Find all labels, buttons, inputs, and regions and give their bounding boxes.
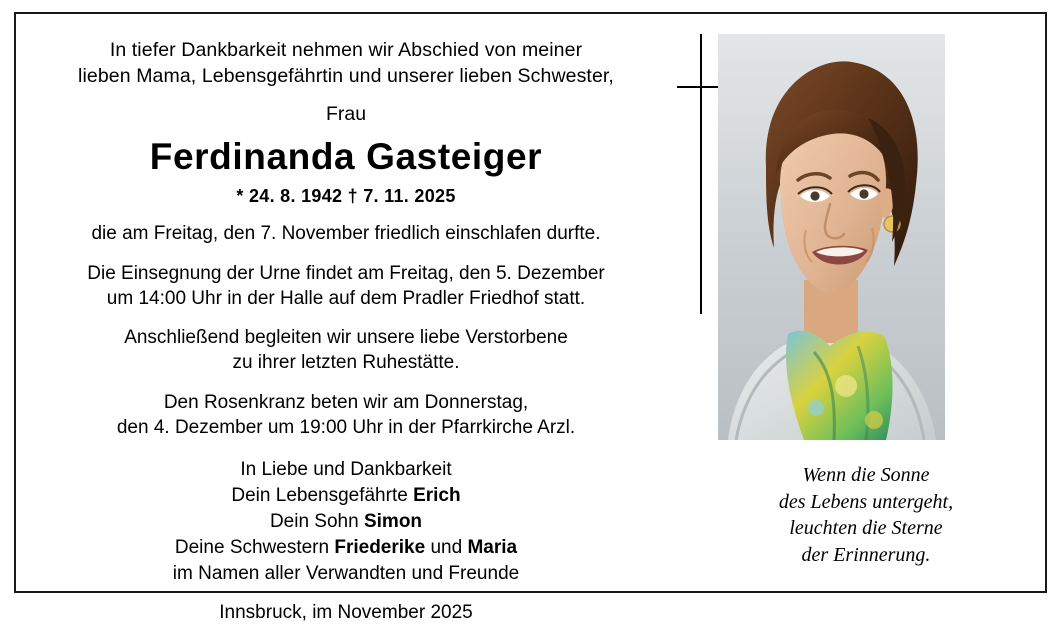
place-and-date: Innsbruck, im November 2025 xyxy=(219,601,473,623)
son-prefix: Dein Sohn xyxy=(269,511,364,533)
salutation: Frau xyxy=(325,103,367,126)
intro-line-2: lieben Mama, Lebensgefährtin und unserer lieben Schwester, xyxy=(78,64,614,87)
rosary-line-1: Den Rosenkranz beten wir am Donnerstag, xyxy=(163,391,529,413)
family-sisters xyxy=(36,535,656,561)
sister-one-name: Friederike xyxy=(334,536,426,558)
sisters-conjunction: und xyxy=(425,536,468,558)
deceased-name: Ferdinanda Gasteiger xyxy=(149,136,543,178)
birth-death-dates: * 24. 8. 1942 † 7. 11. 2025 xyxy=(236,186,456,207)
service-line-2: um 14:00 Uhr in der Halle auf dem Pradler Friedhof statt. xyxy=(106,288,586,310)
family-son xyxy=(36,509,656,535)
verse-line-1: Wenn die Sonne xyxy=(802,464,930,486)
intro-text xyxy=(36,38,656,89)
sister-two-name: Maria xyxy=(467,536,518,558)
obituary-frame xyxy=(14,12,1047,623)
partner-prefix: Dein Lebensgefährte xyxy=(231,485,414,507)
son-name: Simon xyxy=(363,511,423,533)
family-heading: In Liebe und Dankbarkeit xyxy=(240,459,452,481)
intro-line-1: In tiefer Dankbarkeit nehmen wir Abschied von meiner xyxy=(109,39,583,61)
rosary-details xyxy=(36,390,656,441)
family-partner xyxy=(36,483,656,509)
portrait-photo xyxy=(718,34,945,440)
verse-line-2: des Lebens untergeht, xyxy=(778,490,954,513)
cross-vertical-bar xyxy=(700,34,702,314)
family-relatives: im Namen aller Verwandten und Freunde xyxy=(172,562,520,584)
verse-line-3: leuchten die Sterne xyxy=(789,517,943,540)
service-details xyxy=(36,261,656,312)
family-block xyxy=(36,457,656,586)
memorial-verse xyxy=(706,462,1026,568)
partner-name: Erich xyxy=(413,485,461,507)
verse-line-4: der Erinnerung. xyxy=(801,543,931,566)
portrait-illustration xyxy=(718,34,945,440)
obituary-text-column xyxy=(36,28,656,623)
procession-line-1: Anschließend begleiten wir unsere liebe Verstorbene xyxy=(124,326,568,348)
sisters-prefix: Deine Schwestern xyxy=(174,536,335,558)
rosary-line-2: den 4. Dezember um 19:00 Uhr in der Pfarrkirche Arzl. xyxy=(116,417,576,439)
procession-details xyxy=(36,325,656,376)
service-line-1: Die Einsegnung der Urne findet am Freitag, den 5. Dezember xyxy=(87,262,605,284)
procession-line-2: zu ihrer letzten Ruhestätte. xyxy=(232,352,460,374)
passing-line: die am Freitag, den 7. November friedlich einschlafen durfte. xyxy=(91,223,601,245)
